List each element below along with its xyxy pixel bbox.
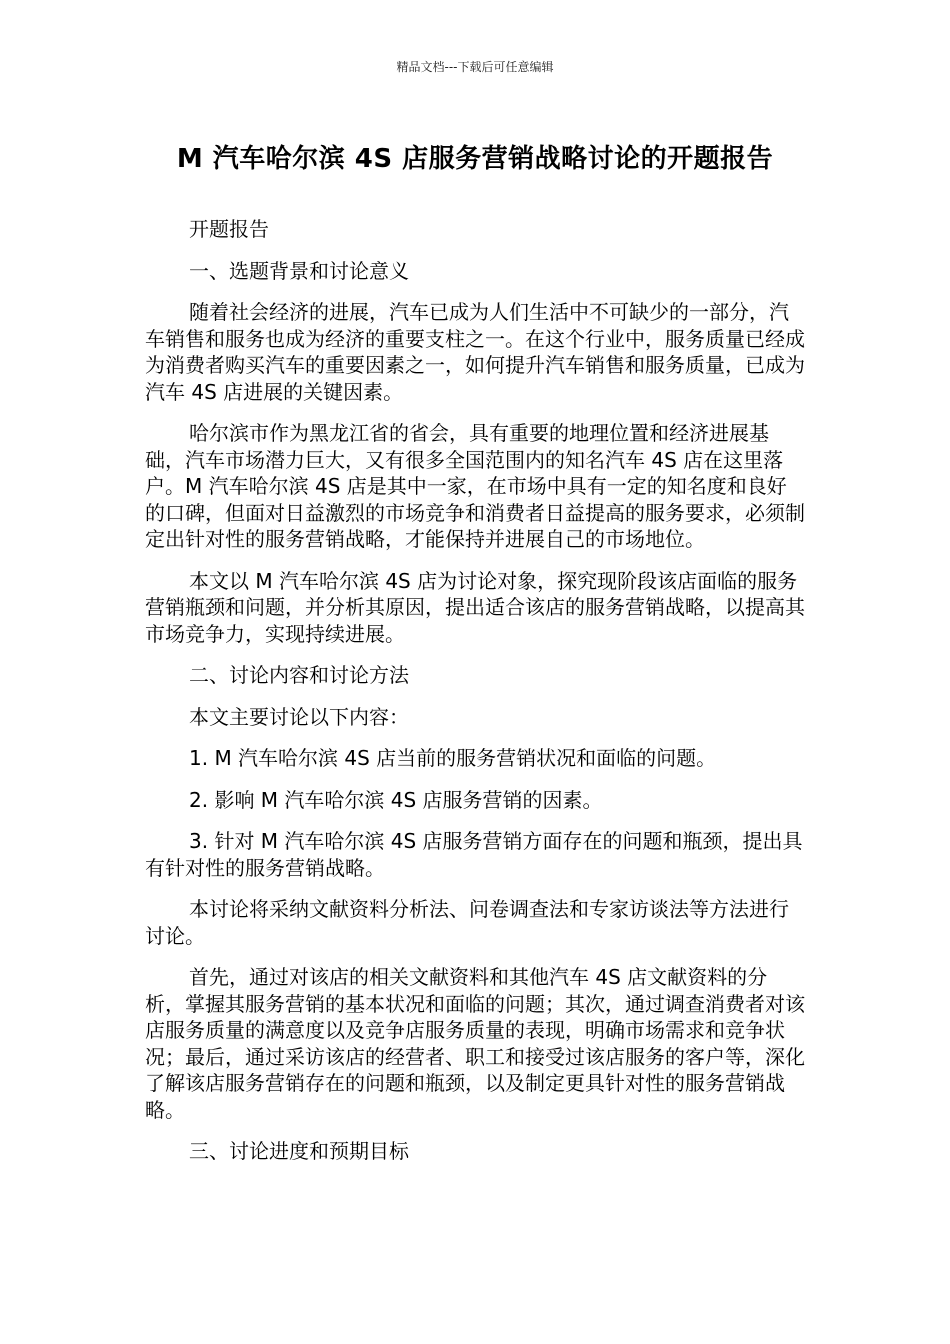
paragraph-heading-report: 开题报告 [189, 217, 269, 241]
list-item-1: 1. M 汽车哈尔滨 4S 店当前的服务营销状况和面临的问题。 [189, 746, 717, 770]
document-body [145, 216, 805, 1180]
section-heading-content-method: 二、讨论内容和讨论方法 [189, 663, 409, 687]
list-item-2: 2. 影响 M 汽车哈尔滨 4S 店服务营销的因素。 [189, 787, 603, 812]
list-item-3: 3. 针对 M 汽车哈尔滨 4S 店服务营销方面存在的问题和瓶颈，提出具有针对性的服务营销战略。 [145, 829, 803, 880]
paragraph-methods: 本讨论将采纳文献资料分析法、问卷调查法和专家访谈法等方法进行讨论。 [145, 897, 789, 948]
section-heading-schedule: 三、讨论进度和预期目标 [189, 1139, 409, 1163]
paragraph-background-1: 随着社会经济的进展，汽车已成为人们生活中不可缺少的一部分，汽车销售和服务也成为经济的重要支柱之一。在这个行业中，服务质量已经成为消费者购买汽车的重要因素之一，如何提升汽车销售和服务质量，已成为汽车 4S 店进展的关键因素。 [145, 300, 805, 404]
paragraph-methods-detail: 首先，通过对该店的相关文献资料和其他汽车 4S 店文献资料的分析，掌握其服务营销的基本状况和面临的问题；其次，通过调查消费者对该店服务质量的满意度以及竞争店服务质量的表现，明确市场需求和竞争状况；最后，通过采访该店的经营者、职工和接受过该店服务的客户等，深化了解该店服务营销存在的问题和瓶颈，以及制定更具针对性的服务营销战略。 [145, 965, 805, 1122]
header-note: 精品文档---下载后可任意编辑 [396, 60, 554, 74]
paragraph-background-2: 哈尔滨市作为黑龙江省的省会，具有重要的地理位置和经济进展基础，汽车市场潜力巨大，又有很多全国范围内的知名汽车 4S 店在这里落户。M 汽车哈尔滨 4S 店是其中一家，在市场中具有一定的知名度和良好的口碑，但面对日益激烈的市场竞争和消费者日益提高的服务要求，必须制定出针对性的服务营销战略，才能保持并进展自己的市场地位。 [145, 421, 805, 551]
paragraph-background-3: 本文以 M 汽车哈尔滨 4S 店为讨论对象，探究现阶段该店面临的服务营销瓶颈和问题，并分析其原因，提出适合该店的服务营销战略，以提高其市场竞争力，实现持续进展。 [145, 568, 805, 646]
paragraph-content-intro: 本文主要讨论以下内容： [189, 704, 409, 729]
section-heading-background: 一、选题背景和讨论意义 [189, 258, 409, 283]
document-title: M 汽车哈尔滨 4S 店服务营销战略讨论的开题报告 [176, 144, 774, 174]
